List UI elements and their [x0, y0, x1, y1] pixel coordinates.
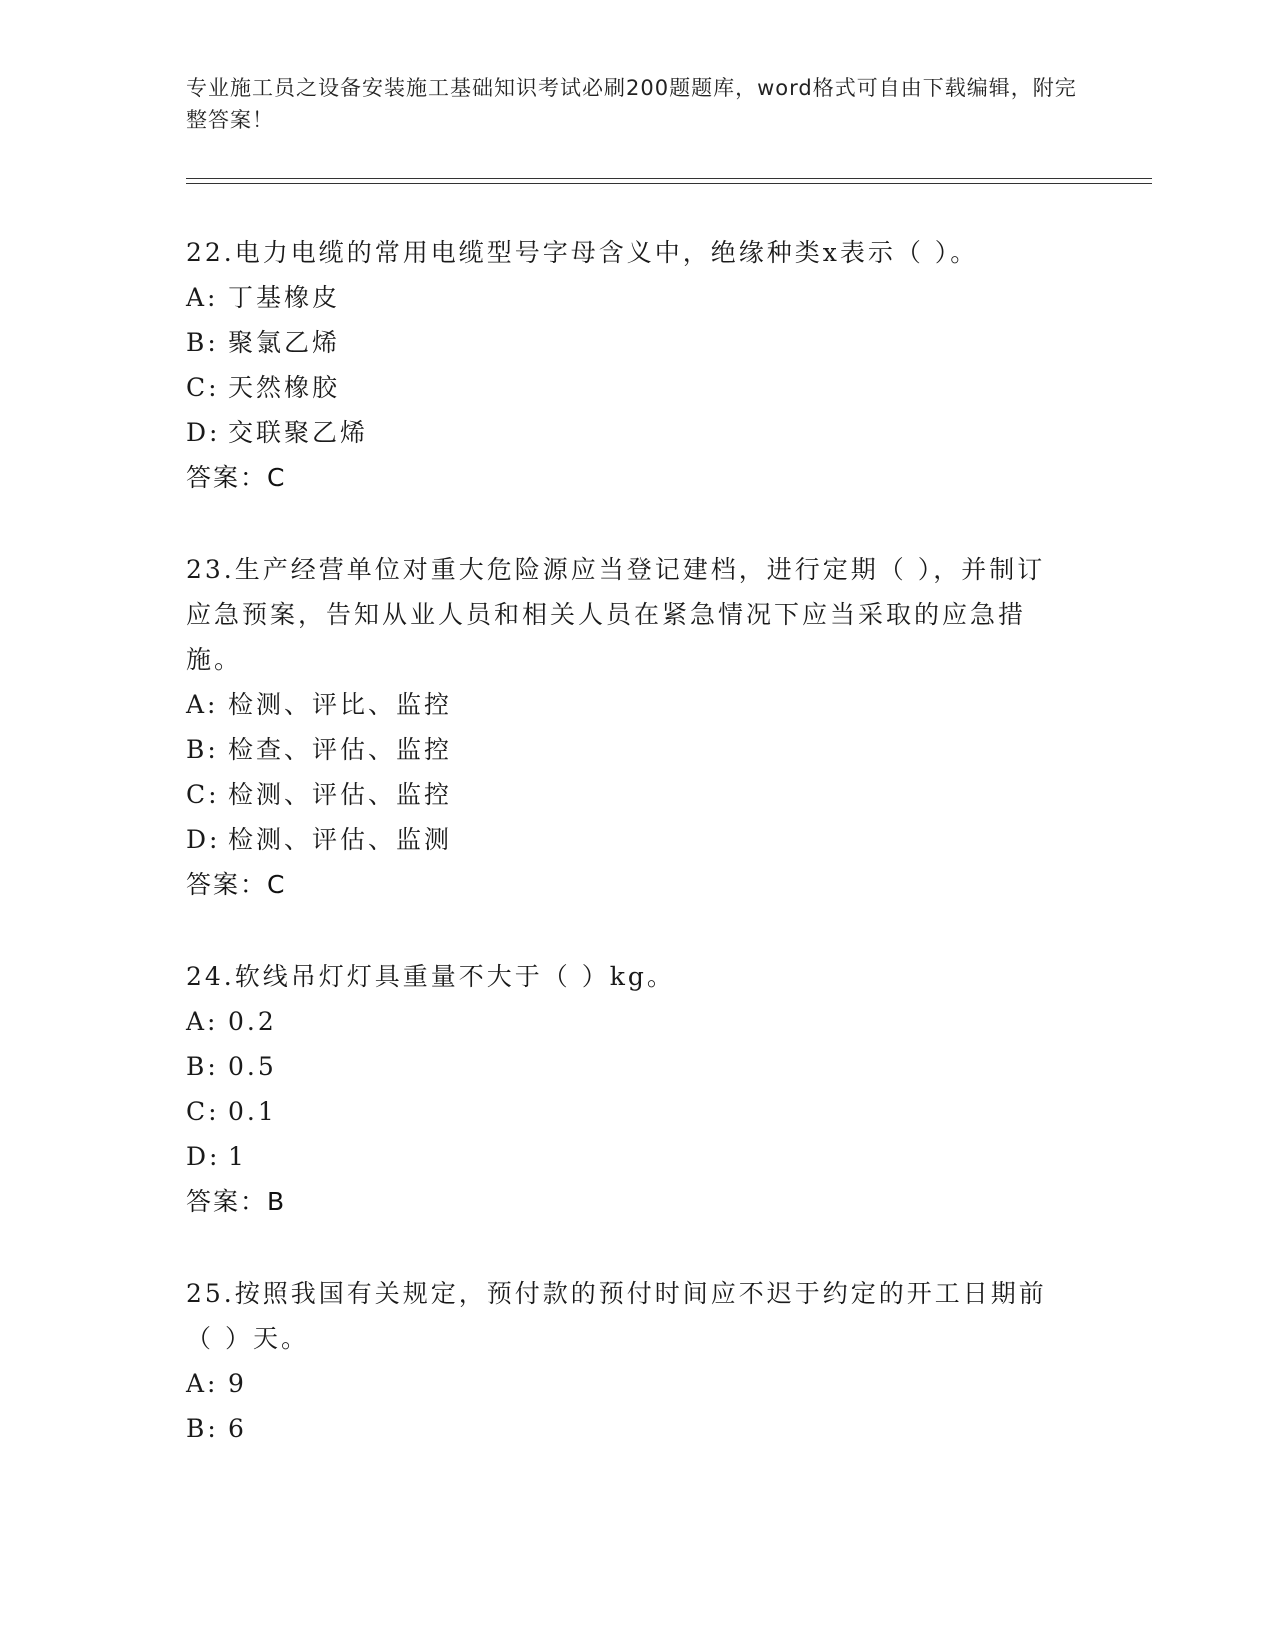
option-c	[186, 772, 1066, 817]
option-text: 交联聚乙烯	[228, 418, 369, 447]
option-key: C:	[186, 373, 220, 402]
option-key: C:	[186, 1097, 220, 1126]
option-b	[186, 727, 1066, 772]
answer-line: 答案：C	[186, 463, 287, 492]
option-d	[186, 410, 1066, 455]
option-key: A:	[186, 1369, 219, 1398]
option-c	[186, 1089, 1066, 1134]
header-divider-bottom	[186, 183, 1152, 184]
option-key: B:	[186, 328, 219, 357]
option-text: 天然橡胶	[228, 373, 341, 402]
option-a	[186, 682, 1066, 727]
header-divider-top	[186, 178, 1152, 179]
option-text: 0.5	[228, 1052, 277, 1081]
option-b	[186, 320, 1066, 365]
option-key: A:	[186, 1007, 219, 1036]
option-text: 聚氯乙烯	[228, 328, 341, 357]
option-key: C:	[186, 780, 220, 809]
option-b	[186, 1044, 1066, 1089]
option-key: B:	[186, 1414, 219, 1443]
option-key: B:	[186, 1052, 219, 1081]
document-header: 专业施工员之设备安装施工基础知识考试必刷200题题库，word格式可自由下载编辑，附完整答案！	[186, 76, 1077, 132]
option-text: 6	[228, 1414, 247, 1443]
option-key: D:	[186, 825, 221, 854]
option-a	[186, 999, 1066, 1044]
option-text: 丁基橡皮	[228, 283, 341, 312]
option-key: D:	[186, 1142, 221, 1171]
question-24	[186, 954, 1066, 1224]
answer-line: 答案：B	[186, 1187, 287, 1216]
question-stem: 25.按照我国有关规定，预付款的预付时间应不迟于约定的开工日期前（ ）天。	[186, 1279, 1047, 1353]
option-c	[186, 365, 1066, 410]
option-d	[186, 817, 1066, 862]
option-key: A:	[186, 283, 219, 312]
option-key: B:	[186, 735, 219, 764]
option-text: 1	[228, 1142, 247, 1171]
question-stem: 23.生产经营单位对重大危险源应当登记建档，进行定期（ ），并制订应急预案，告知从业人员和相关人员在紧急情况下应当采取的应急措施。	[186, 555, 1046, 674]
option-text: 检测、评估、监测	[228, 825, 453, 854]
option-b	[186, 1406, 1066, 1451]
option-d	[186, 1134, 1066, 1179]
question-stem: 24.软线吊灯灯具重量不大于（ ）kg。	[186, 962, 675, 991]
option-text: 9	[228, 1369, 247, 1398]
option-a	[186, 275, 1066, 320]
option-key: A:	[186, 690, 219, 719]
question-22	[186, 230, 1066, 500]
option-text: 0.1	[228, 1097, 277, 1126]
option-text: 检测、评估、监控	[228, 780, 453, 809]
question-25	[186, 1271, 1066, 1451]
question-23	[186, 547, 1066, 907]
answer-line: 答案：C	[186, 870, 287, 899]
option-text: 检测、评比、监控	[228, 690, 453, 719]
question-list	[186, 230, 1066, 1498]
option-a	[186, 1361, 1066, 1406]
option-key: D:	[186, 418, 221, 447]
question-stem: 22.电力电缆的常用电缆型号字母含义中，绝缘种类x表示（ ）。	[186, 238, 979, 267]
option-text: 0.2	[228, 1007, 277, 1036]
option-text: 检查、评估、监控	[228, 735, 453, 764]
